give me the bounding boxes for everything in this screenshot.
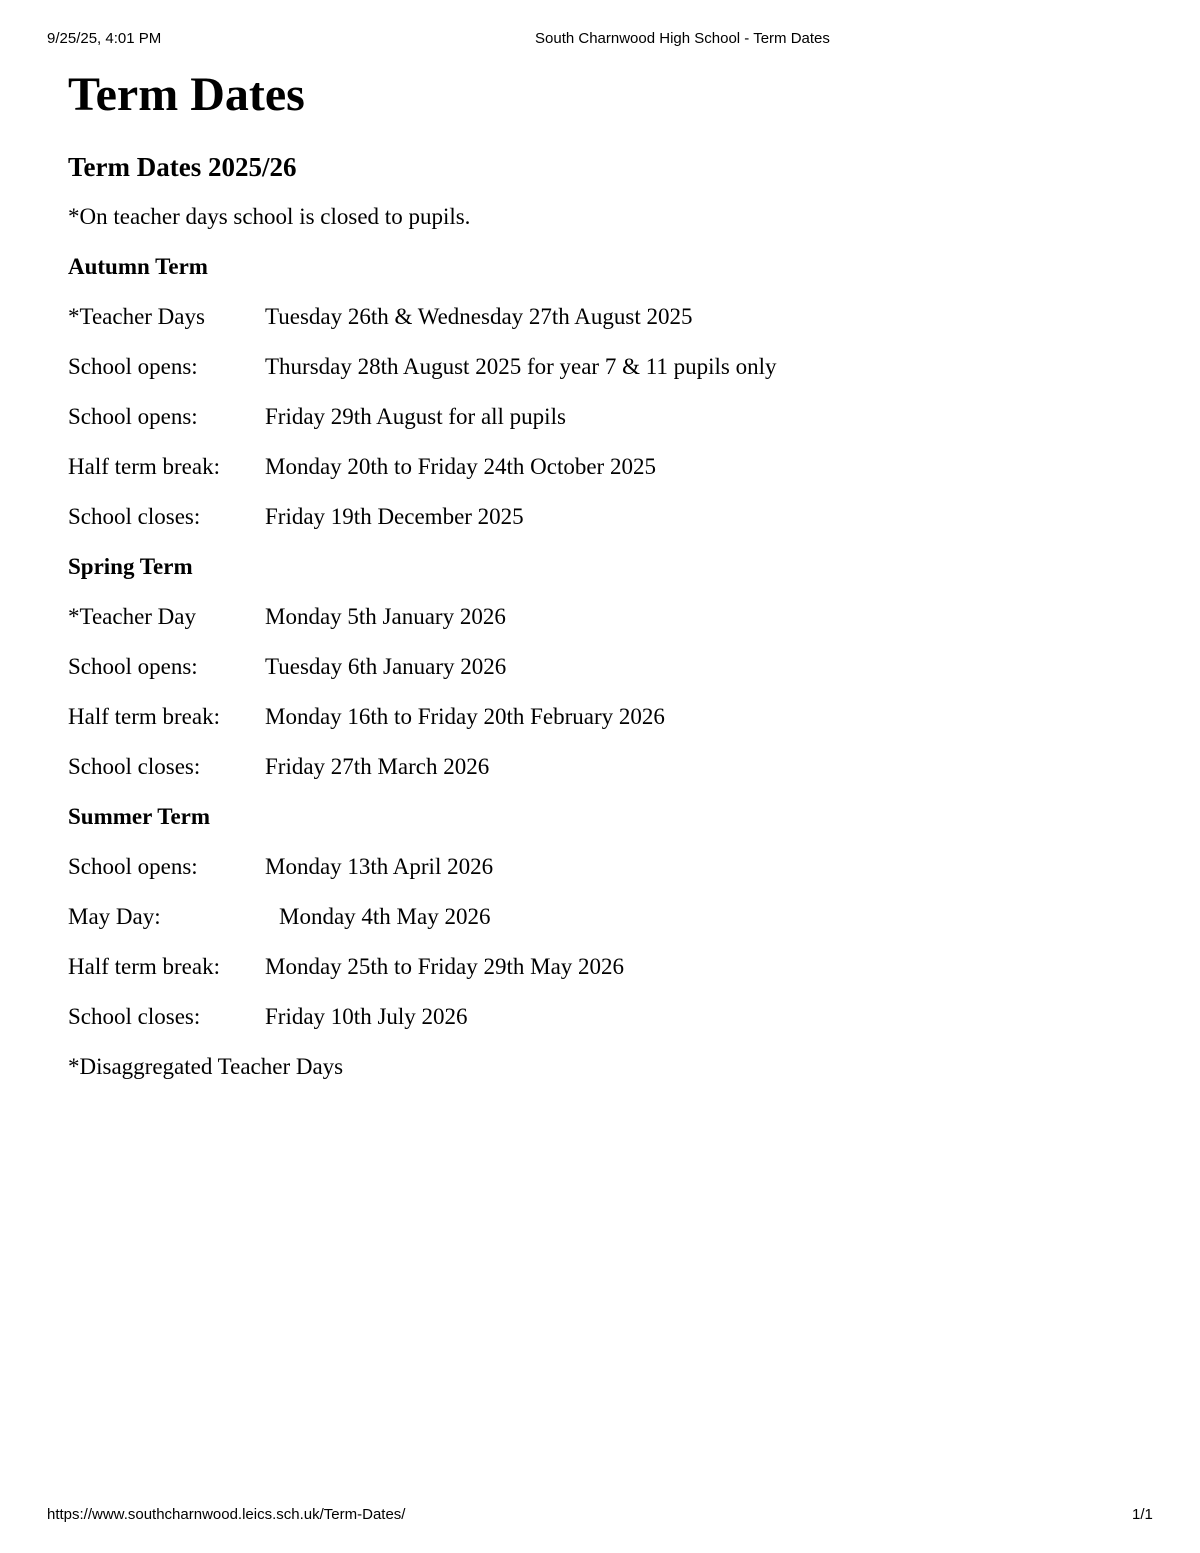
- date-value: Tuesday 26th & Wednesday 27th August 2025: [265, 304, 693, 329]
- date-value: Friday 19th December 2025: [265, 504, 524, 529]
- page-title: Term Dates: [68, 68, 305, 121]
- date-value: Monday 5th January 2026: [265, 604, 506, 629]
- term-date-row: [68, 998, 1128, 1036]
- date-label: School closes:: [68, 1004, 201, 1029]
- date-label: School opens:: [68, 854, 198, 879]
- date-label: Half term break:: [68, 704, 220, 729]
- print-page-number: 1/1: [1132, 1506, 1153, 1523]
- date-value: Monday 20th to Friday 24th October 2025: [265, 454, 656, 479]
- intro-note: *On teacher days school is closed to pupils.: [68, 204, 471, 229]
- date-value: Monday 4th May 2026: [279, 904, 491, 929]
- date-value: Friday 10th July 2026: [265, 1004, 468, 1029]
- term-date-row: [68, 748, 1128, 786]
- term-date-row: [68, 698, 1128, 736]
- date-value: Friday 27th March 2026: [265, 754, 490, 779]
- date-label: School opens:: [68, 404, 198, 429]
- autumn-term-heading: Autumn Term: [68, 254, 208, 279]
- term-date-row: [68, 398, 1128, 436]
- date-label: May Day:: [68, 904, 161, 929]
- date-value: Monday 25th to Friday 29th May 2026: [265, 954, 625, 979]
- date-label: School opens:: [68, 354, 198, 379]
- print-datetime: 9/25/25, 4:01 PM: [47, 30, 162, 47]
- print-url: https://www.southcharnwood.leics.sch.uk/Term-Dates/: [47, 1506, 406, 1523]
- date-value: Monday 13th April 2026: [265, 854, 494, 879]
- term-date-row: [68, 648, 1128, 686]
- date-label: Half term break:: [68, 454, 220, 479]
- date-label: School closes:: [68, 504, 201, 529]
- term-date-row: [68, 448, 1128, 486]
- term-date-row: [68, 498, 1128, 536]
- date-value: Monday 16th to Friday 20th February 2026: [265, 704, 665, 729]
- term-date-row: [68, 848, 1128, 886]
- print-page-title: South Charnwood High School - Term Dates: [535, 30, 830, 47]
- date-label: Half term break:: [68, 954, 220, 979]
- print-header: [0, 30, 1200, 50]
- footnote: *Disaggregated Teacher Days: [68, 1054, 344, 1079]
- summer-term-heading: Summer Term: [68, 804, 211, 829]
- date-value: Tuesday 6th January 2026: [265, 654, 507, 679]
- date-label: School closes:: [68, 754, 201, 779]
- term-date-row: [68, 948, 1128, 986]
- document-content: [68, 62, 1128, 1086]
- term-date-row: [68, 598, 1128, 636]
- date-value: Friday 29th August for all pupils: [265, 404, 566, 429]
- date-label: *Teacher Day: [68, 604, 197, 629]
- date-label: *Teacher Days: [68, 304, 205, 329]
- term-date-row: [68, 298, 1128, 336]
- page-subtitle: Term Dates 2025/26: [68, 152, 297, 182]
- date-value: Thursday 28th August 2025 for year 7 & 11 pupils only: [265, 354, 777, 379]
- print-footer: [0, 1506, 1200, 1526]
- term-date-row: [68, 348, 1128, 386]
- term-date-row: [68, 898, 1128, 936]
- date-label: School opens:: [68, 654, 198, 679]
- spring-term-heading: Spring Term: [68, 554, 193, 579]
